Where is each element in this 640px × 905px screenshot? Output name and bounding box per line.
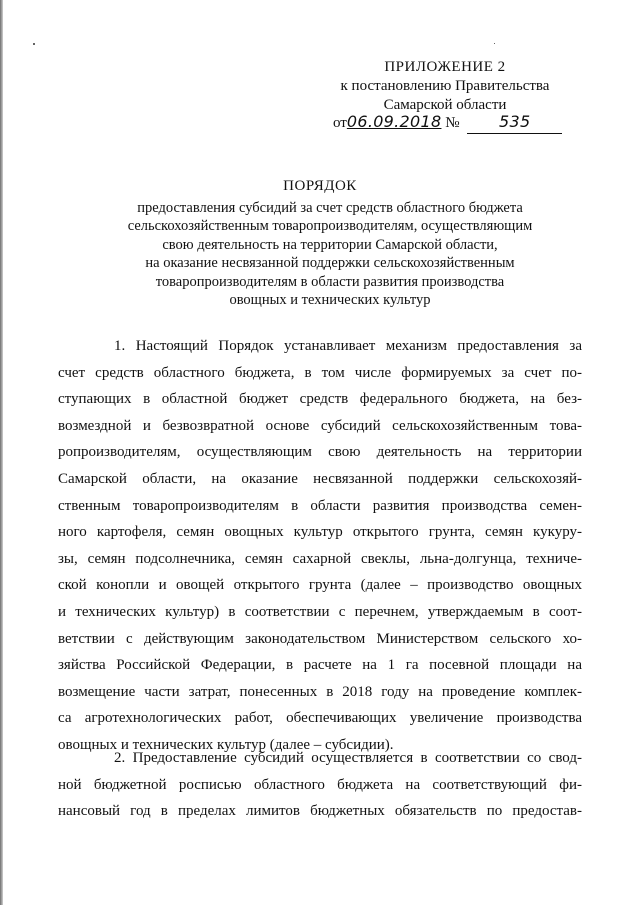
number-label: № (445, 115, 460, 131)
paragraph-line: ропроизводителям, осуществляющим свою деятельность на территории (58, 444, 582, 461)
paragraph-line: ступающих в областной бюджет средств федерального бюджета, на без- (58, 391, 582, 408)
subtitle-line: сельскохозяйственным товаропроизводителям, осуществляющим (127, 218, 533, 235)
paragraph-line: ственным товаропроизводителям в области развития производства семен- (58, 497, 582, 514)
appendix-header (330, 58, 560, 115)
paragraph-line: зяйства Российской Федерации, в расчете на 1 га посевной площади на (58, 657, 582, 674)
subtitle-line: на оказание несвязанной поддержки сельскохозяйственным (145, 255, 515, 272)
scan-speck (494, 43, 495, 44)
appendix-title: ПРИЛОЖЕНИЕ 2 (384, 59, 506, 75)
paragraph-line: Самарской области, на оказание несвязанной поддержки сельскохозяй- (58, 470, 582, 487)
paragraph-line: овощных и технических культур (далее – субсидии). (58, 736, 394, 753)
paragraph-line: ной бюджетной росписью областного бюджета на соответствующий фи- (58, 776, 582, 793)
subtitle-line: свою деятельность на территории Самарской области, (162, 236, 498, 253)
paragraph-line: и технических культур) в соответствии с перечнем, утверждаемым в соот- (58, 603, 582, 620)
paragraph-line: зы, семян подсолнечника, семян сахарной свеклы, льна-долгунца, техниче- (58, 550, 582, 567)
number-field (467, 112, 562, 134)
document-title: ПОРЯДОК (283, 178, 357, 194)
paragraph-line: нансовый год в пределах лимитов бюджетных обязательств по предостав- (58, 803, 582, 820)
paragraph-line: ветствии с действующим законодательством Министерством сельского хо- (58, 630, 582, 647)
paragraph-line: возмездной и безвозвратной основе субсидий сельскохозяйственным това- (58, 417, 582, 434)
paragraph-line: 2. Предоставление субсидий осуществляется в соответствии со свод- (114, 750, 582, 766)
paragraph-2 (58, 745, 582, 825)
appendix-line-3: Самарской области (383, 97, 507, 113)
appendix-line-2: к постановлению Правительства (340, 78, 550, 94)
paragraph-line: ской конопли и овощей открытого грунта (далее – производство овощных (58, 577, 582, 594)
subtitle-line: товаропроизводителям в области развития производства (155, 273, 505, 290)
paragraph-line: ного картофеля, семян овощных культур открытого грунта, семян кукуру- (58, 524, 582, 541)
paragraph-1 (58, 333, 582, 759)
subtitle-line: предоставления субсидий за счет средств областного бюджета (137, 200, 523, 216)
appendix-date-number-line (333, 112, 573, 134)
handwritten-number: 535 (499, 112, 531, 131)
scan-speck (33, 43, 35, 45)
paragraph-line: возмещение части затрат, понесенных в 2018 году на проведение комплек- (58, 683, 582, 700)
paragraph-line: счет средств областного бюджета, в том числе формируемых за счет по- (58, 364, 582, 381)
document-subtitle (100, 199, 560, 309)
paragraph-line: 1. Настоящий Порядок устанавливает механизм предоставления за (114, 338, 582, 354)
paragraph-line: са агротехнологических работ, обеспечивающих увеличение производства (58, 710, 582, 727)
subtitle-line: овощных и технических культур (229, 292, 431, 309)
handwritten-date: 06.09.2018 (346, 112, 442, 131)
scan-edge-shadow (0, 0, 3, 905)
date-prefix: от (333, 115, 347, 131)
